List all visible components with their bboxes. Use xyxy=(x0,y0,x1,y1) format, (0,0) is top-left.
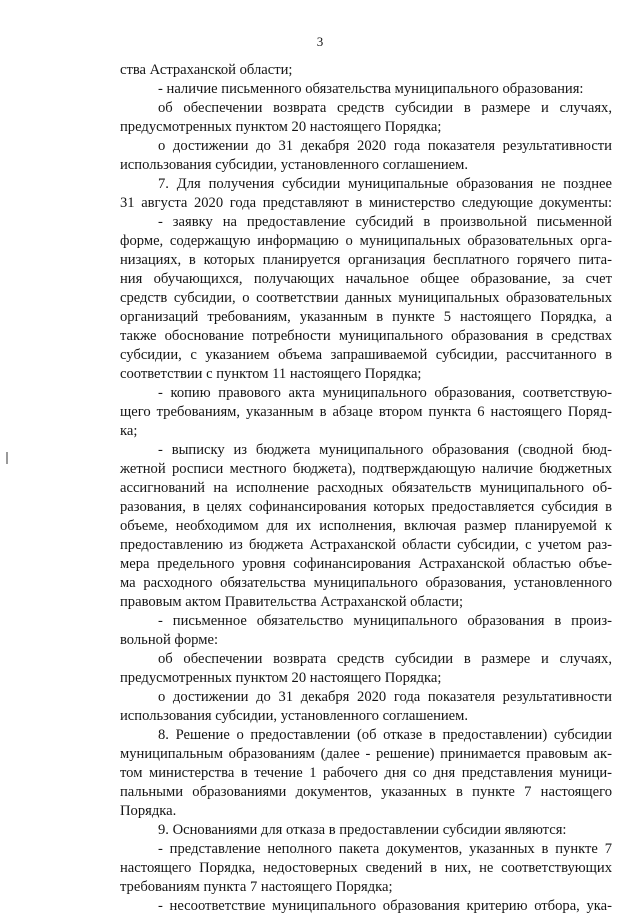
text-line: о достижении до 31 декабря 2020 года показателя результативности xyxy=(158,689,612,705)
text-line: жетной росписи местного бюджета), подтверждающую наличие бюджетных xyxy=(120,461,612,477)
text-line: средств субсидии, о соответствии данных муниципальных образовательных xyxy=(120,290,612,306)
text-line: - представление неполного пакета документов, указанных в пункте 7 xyxy=(158,841,612,857)
text-line: соответствии с пунктом 11 настоящего Порядка; xyxy=(120,366,422,382)
text-line: 8. Решение о предоставлении (об отказе в предоставлении) субсидии xyxy=(158,727,612,743)
text-line: том министерства в течение 1 рабочего дня со дня представления муници- xyxy=(120,765,612,781)
text-line: использования субсидии, установленного соглашением. xyxy=(120,157,469,173)
text-line: 7. Для получения субсидии муниципальные образования не позднее xyxy=(158,176,612,192)
text-line: ма расходного обязательства муниципального образования, установленного xyxy=(120,575,612,591)
text-line: использования субсидии, установленного соглашением. xyxy=(120,708,469,724)
text-line: - заявку на предоставление субсидий в произвольной письменной xyxy=(158,214,612,230)
text-line: об обеспечении возврата средств субсидии в размере и случаях, xyxy=(158,100,612,116)
text-line: требованиям пункта 7 настоящего Порядка; xyxy=(120,879,393,895)
text-line: форме, содержащую информацию о муниципальных образовательных орга- xyxy=(120,233,612,249)
page-number: 3 xyxy=(316,34,324,49)
text-line: 9. Основаниями для отказа в предоставлении субсидии являются: xyxy=(158,822,567,838)
text-line: ния обучающихся, получающих начальное общее образование, за счет xyxy=(120,271,612,287)
text-line: ассигнований на исполнение расходных обязательств муниципального об- xyxy=(120,480,612,496)
text-line: об обеспечении возврата средств субсидии в размере и случаях, xyxy=(158,651,612,667)
text-line: муниципальным образованиям (далее - решение) принимается правовым ак- xyxy=(120,746,612,762)
text-line: пальными образованиями документов, указанных в пункте 7 настоящего xyxy=(120,784,612,800)
text-line: предусмотренных пунктом 20 настоящего Порядка; xyxy=(120,670,442,686)
text-line: Порядка. xyxy=(120,803,177,819)
text-line: 31 августа 2020 года представляют в министерство следующие документы: xyxy=(120,195,612,211)
text-line: объеме, необходимом для их исполнения, включая размер планируемой к xyxy=(120,518,612,534)
text-line: настоящего Порядка, недостоверных сведений в них, не соответствующих xyxy=(120,860,612,876)
text-line: - наличие письменного обязательства муниципального образования: xyxy=(158,81,584,97)
text-line: о достижении до 31 декабря 2020 года показателя результативности xyxy=(158,138,612,154)
text-line: - несоответствие муниципального образования критерию отбора, ука- xyxy=(158,898,612,914)
text-line: низациях, в которых планируется организация бесплатного горячего пита- xyxy=(120,252,612,268)
text-line: также обоснование потребности муниципального образования в средствах xyxy=(120,328,612,344)
text-line: - копию правового акта муниципального образования, соответствую- xyxy=(158,385,612,401)
text-line: организаций требованиям, указанным в пункте 5 настоящего Порядка, а xyxy=(120,309,612,325)
text-line: субсидии, с указанием объема запрашиваемой субсидии, рассчитанного в xyxy=(120,347,612,363)
text-line: вольной форме: xyxy=(120,632,218,648)
text-line: - письменное обязательство муниципального образования в произ- xyxy=(158,613,612,629)
text-line: ства Астраханской области; xyxy=(120,62,293,78)
text-line: ка; xyxy=(120,423,138,439)
text-line: предусмотренных пунктом 20 настоящего Порядка; xyxy=(120,119,442,135)
scan-margin-mark xyxy=(6,452,8,464)
text-line: правовым актом Правительства Астраханской области; xyxy=(120,594,463,610)
text-line: - выписку из бюджета муниципального образования (сводной бюд- xyxy=(158,442,612,458)
text-line: предоставлению из бюджета Астраханской области субсидии, с учетом раз- xyxy=(120,537,612,553)
text-line: разования, в целях софинансирования которых предоставляется субсидия в xyxy=(120,499,612,515)
text-line: щего требованиям, указанным в абзаце втором пункта 6 настоящего Поряд- xyxy=(120,404,612,420)
text-line: мера предельного уровня софинансирования Астраханской областью объе- xyxy=(120,556,612,572)
